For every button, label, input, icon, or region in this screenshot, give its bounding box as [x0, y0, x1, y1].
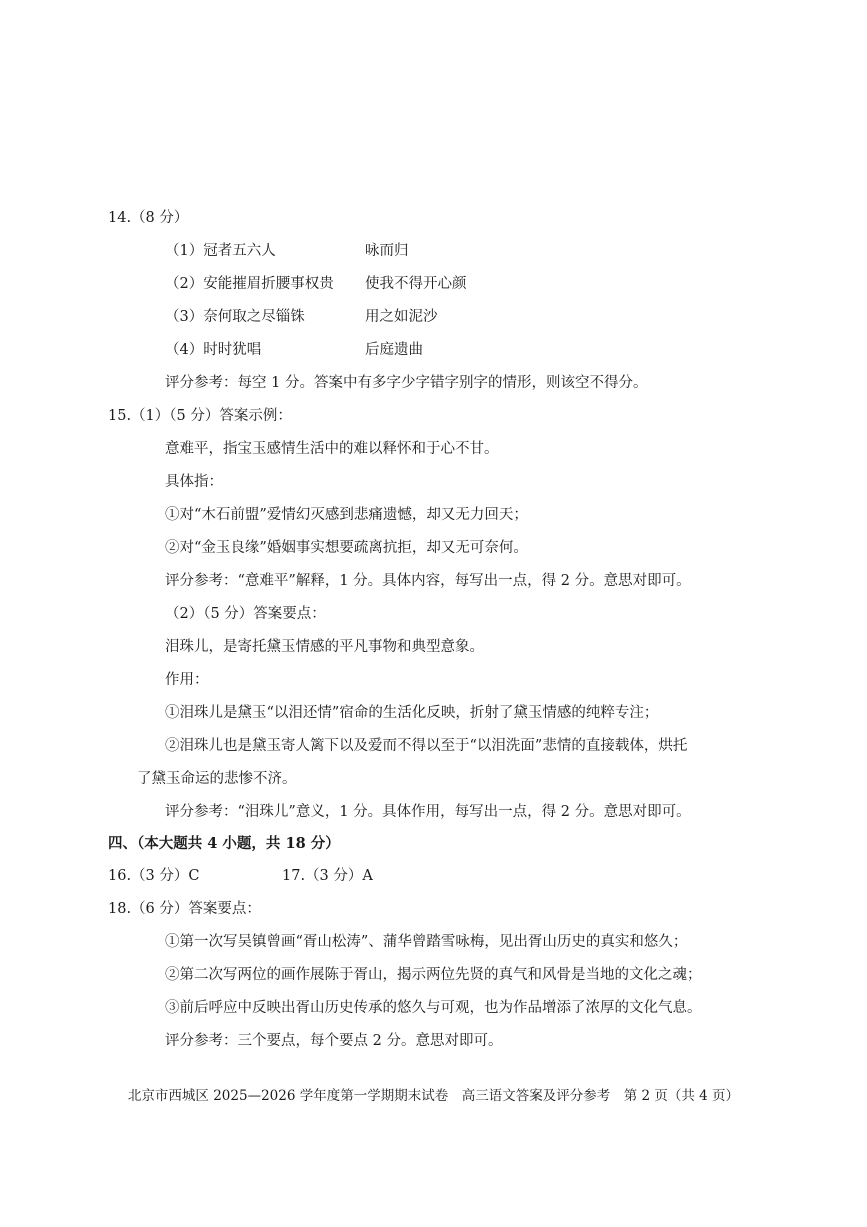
q15-paragraph: 具体指： — [165, 474, 223, 490]
q15-paragraph: 了黛玉命运的悲惨不济。 — [137, 771, 297, 787]
q14-row-3-second: 用之如泥沙 — [365, 309, 438, 325]
q15-paragraph: ②对“金玉良缘”婚姻事实想要疏离抗拒，却又无可奈何。 — [165, 540, 528, 556]
section-heading: 四、（本大题共 4 小题，共 18 分） — [108, 835, 340, 852]
q15-paragraph: 作用： — [165, 672, 209, 688]
q15-scoring-2: 评分参考：“泪珠儿”意义，1 分。具体作用，每写出一点，得 2 分。意思对即可。 — [165, 804, 691, 820]
q18-paragraph: ③前后呼应中反映出胥山历史传承的悠久与可观，也为作品增添了浓厚的文化气息。 — [165, 1000, 702, 1016]
q16-answer: 16.（3 分）C — [108, 868, 200, 884]
q17-answer: 17.（3 分）A — [282, 868, 373, 884]
q15-scoring-1: 评分参考：“意难平”解释，1 分。具体内容，每写出一点，得 2 分。意思对即可。 — [165, 573, 691, 589]
q14-row-4-second: 后庭遗曲 — [365, 342, 423, 358]
q14-row-4-first: （4）时时犹唱 — [165, 342, 262, 358]
q15-paragraph: 泪珠儿，是寄托黛玉情感的平凡事物和典型意象。 — [165, 639, 484, 655]
q14-row-2-first: （2）安能摧眉折腰事权贵 — [165, 276, 334, 292]
q15-paragraph: 意难平，指宝玉感情生活中的难以释怀和于心不甘。 — [165, 441, 499, 457]
q14-row-1-second: 咏而归 — [365, 243, 409, 259]
q14-heading: 14.（8 分） — [108, 210, 189, 226]
q14-row-2 — [165, 274, 615, 294]
q18-scoring: 评分参考：三个要点，每个要点 2 分。意思对即可。 — [165, 1033, 503, 1049]
q15-paragraph: ②泪珠儿也是黛玉寄人篱下以及爱而不得以至于“以泪洗面”悲情的直接载体，烘托 — [165, 738, 688, 754]
q14-scoring: 评分参考：每空 1 分。答案中有多字少字错字别字的情形，则该空不得分。 — [165, 375, 648, 391]
q15-paragraph: ①对“木石前盟”爱情幻灭感到悲痛遗憾，却又无力回天； — [165, 507, 528, 523]
q15-heading: 15.（1）（5 分）答案示例： — [108, 408, 292, 424]
q14-row-1 — [165, 241, 615, 261]
q14-row-1-first: （1）冠者五六人 — [165, 243, 276, 259]
page-footer: 北京市西城区 2025—2026 学年度第一学期期末试卷 高三语文答案及评分参考 第 2 页（共 4 页） — [127, 1088, 740, 1104]
q18-heading: 18.（6 分）答案要点： — [108, 901, 261, 917]
q15-subheading: （2）（5 分）答案要点： — [165, 606, 326, 622]
q15-paragraph: ①泪珠儿是黛玉“以泪还情”宿命的生活化反映，折射了黛玉情感的纯粹专注； — [165, 705, 659, 721]
q14-row-3-first: （3）奈何取之尽锱铢 — [165, 309, 305, 325]
q14-row-3 — [165, 307, 615, 327]
q14-row-4 — [165, 340, 615, 360]
q18-paragraph: ①第一次写吴镇曾画“胥山松涛”、蒲华曾踏雪咏梅，见出胥山历史的真实和悠久； — [165, 934, 688, 950]
q16-q17-answers — [108, 866, 508, 886]
q14-row-2-second: 使我不得开心颜 — [365, 276, 467, 292]
q18-paragraph: ②第二次写两位的画作展陈于胥山，揭示两位先贤的真气和风骨是当地的文化之魂； — [165, 967, 702, 983]
